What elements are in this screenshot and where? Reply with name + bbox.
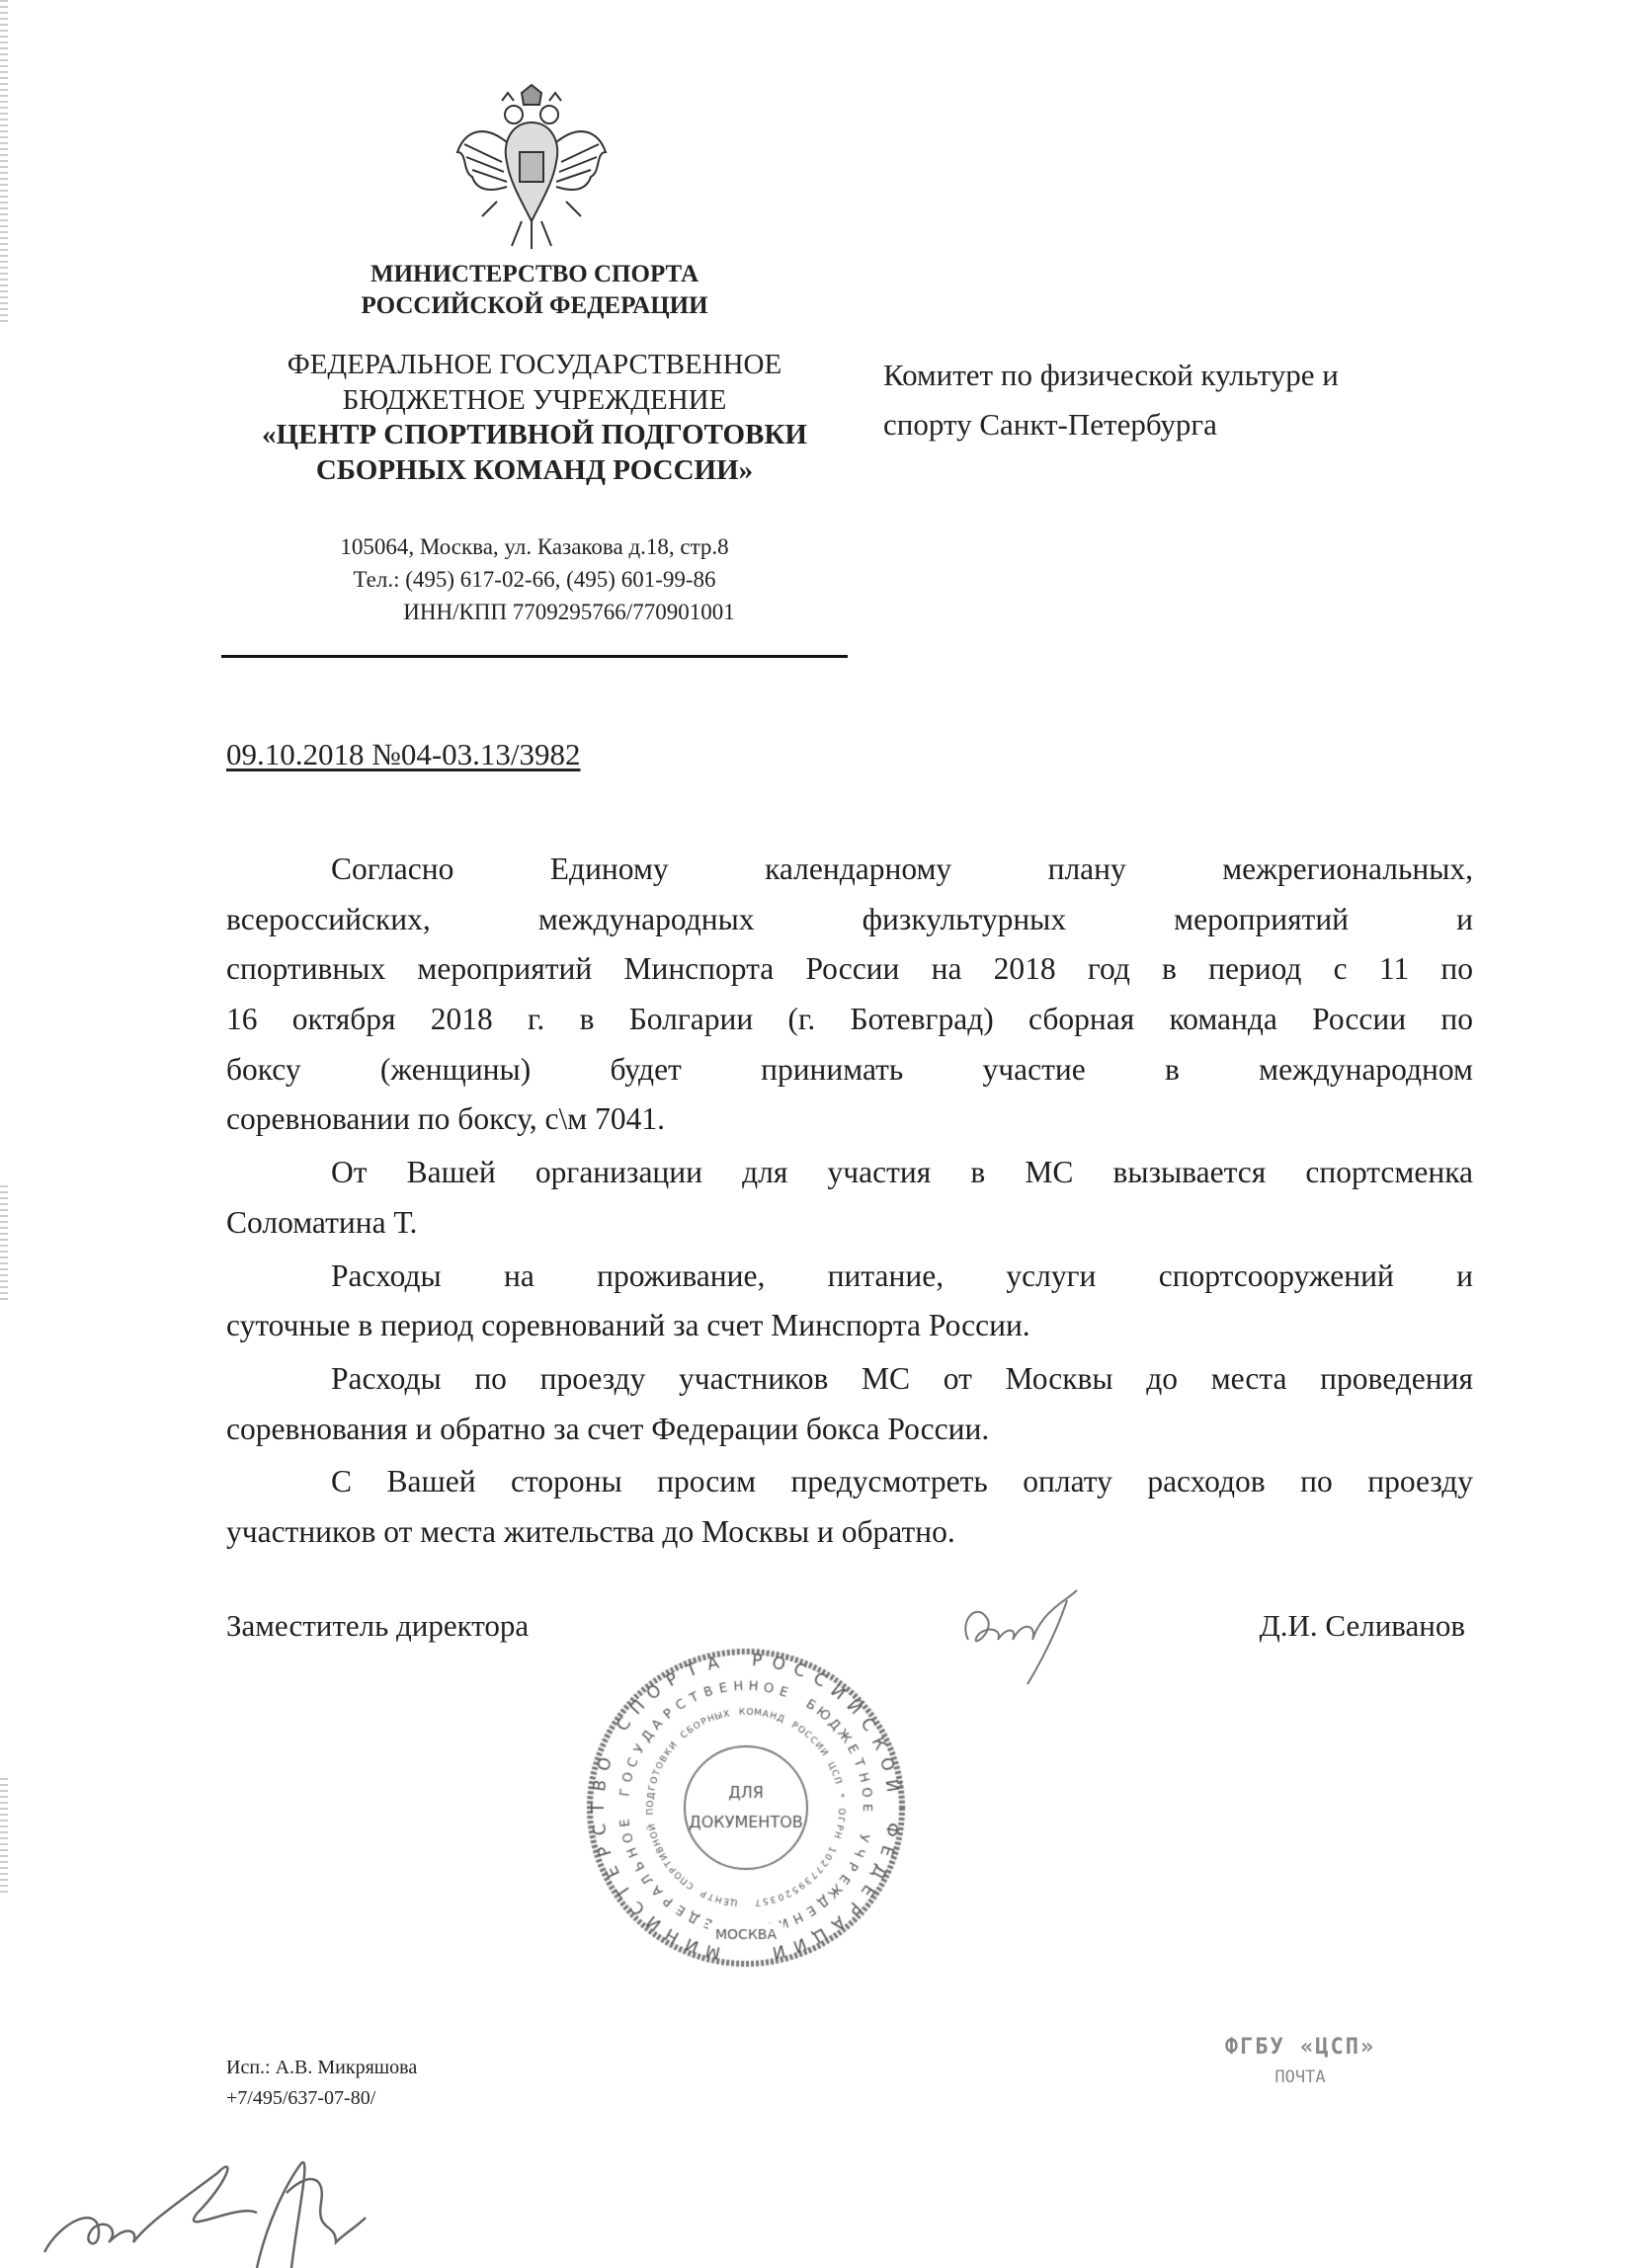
recipient	[883, 351, 1476, 449]
phone: Тел.: (495) 617-02-66, (495) 601-99-86	[353, 567, 716, 592]
coat-of-arms-emblem	[452, 83, 611, 251]
body-line: 16 октября 2018 г. в Болгарии (г. Ботевград) сборная команда России по	[226, 1002, 1473, 1037]
registration-number: 09.10.2018 №04-03.13/3982	[226, 737, 581, 771]
body-paragraph	[226, 1457, 1473, 1557]
recipient-line: Комитет по физической культуре и	[883, 358, 1339, 392]
ministry-heading	[238, 259, 831, 322]
contact-block	[288, 530, 781, 628]
letterhead-divider	[221, 655, 848, 658]
body-line: От Вашей организации для участия в МС вызывается спортсменка	[331, 1155, 1473, 1190]
mail-stamp-line2: ПОЧТА	[1274, 2067, 1326, 2087]
official-seal	[583, 1645, 909, 1971]
signer-name: Д.И. Селиванов	[1259, 1608, 1465, 1643]
body-paragraph	[226, 1354, 1473, 1454]
executor-phone: +7/495/637-07-80/	[226, 2087, 376, 2109]
scan-edge-marks	[0, 1778, 8, 1897]
body-line: Расходы по проезду участников МС от Москвы до места проведения	[331, 1360, 1473, 1396]
body-paragraph	[226, 845, 1473, 1145]
handwritten-initials	[40, 2144, 494, 2268]
scan-edge-marks	[0, 0, 8, 326]
ministry-line: МИНИСТЕРСТВО СПОРТА	[370, 261, 699, 287]
recipient-line: спорту Санкт-Петербурга	[883, 407, 1217, 442]
body-line: Согласно Единому календарному плану межрегиональных,	[331, 851, 1473, 886]
body-paragraph	[226, 1148, 1473, 1248]
org-name-line: СБОРНЫХ КОМАНД РОССИИ»	[315, 453, 754, 486]
body-line: боксу (женщины) будет принимать участие в международном	[226, 1051, 1473, 1087]
executor-block	[226, 2053, 417, 2114]
body-line: всероссийских, международных физкультурных мероприятий и	[226, 901, 1473, 936]
body-paragraph	[226, 1252, 1473, 1351]
org-type-line: БЮДЖЕТНОЕ УЧРЕЖДЕНИЕ	[342, 383, 727, 416]
address: 105064, Москва, ул. Казакова д.18, стр.8	[340, 534, 729, 559]
scan-edge-marks	[0, 1185, 8, 1304]
body-line: С Вашей стороны просим предусмотреть оплату расходов по проезду	[331, 1464, 1473, 1499]
body-line: Соломатина Т.	[226, 1204, 418, 1240]
organization-heading	[189, 348, 880, 488]
org-type-line: ФЕДЕРАЛЬНОЕ ГОСУДАРСТВЕННОЕ	[287, 349, 782, 380]
body-line: соревнования и обратно за счет Федерации бокса России.	[226, 1411, 990, 1446]
signer-position: Заместитель директора	[226, 1608, 530, 1643]
body-line: спортивных мероприятий Минспорта России на 2018 год в период с 11 по	[226, 951, 1473, 987]
org-name-line: «ЦЕНТР СПОРТИВНОЙ ПОДГОТОВКИ	[262, 419, 807, 450]
body-line: участников от места жительства до Москвы и обратно.	[226, 1513, 955, 1549]
handwritten-signature	[948, 1580, 1116, 1689]
executor-name: Исп.: А.В. Микряшова	[226, 2057, 418, 2078]
body-line: соревновании по боксу, с\м 7041.	[226, 1101, 665, 1137]
ministry-line: РОССИЙСКОЙ ФЕДЕРАЦИИ	[361, 292, 708, 319]
mail-stamp	[1211, 2035, 1389, 2087]
letter-body	[226, 845, 1473, 1561]
inn-kpp: ИНН/КПП 7709295766/770901001	[403, 600, 735, 624]
body-line: суточные в период соревнований за счет Минспорта России.	[226, 1308, 1030, 1343]
mail-stamp-line1: ФГБУ «ЦСП»	[1224, 2035, 1376, 2060]
body-line: Расходы на проживание, питание, услуги спортсооружений и	[331, 1257, 1473, 1293]
